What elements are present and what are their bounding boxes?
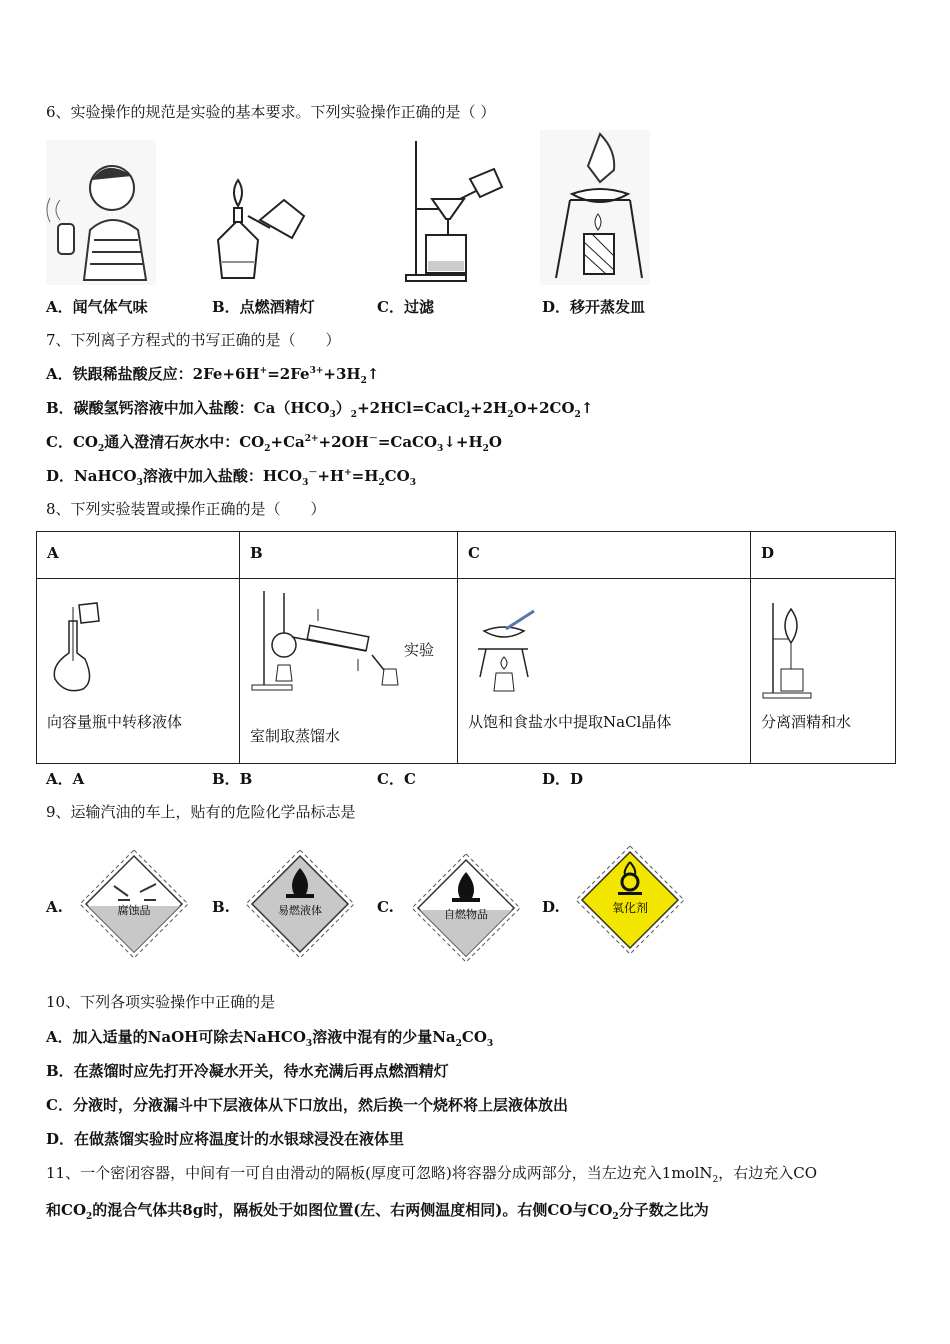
- q8-stem: 8、下列实验装置或操作正确的是（ ）: [46, 500, 326, 518]
- q8-header-a: A: [47, 544, 59, 562]
- q6-option-d: D．移开蒸发皿: [542, 298, 646, 316]
- q10-option-d: D．在做蒸馏实验时应将温度计的水银球浸没在液体里: [46, 1130, 405, 1148]
- q9-option-a: A.: [46, 898, 63, 916]
- q10-option-a: A．加入适量的NaOH可除去NaHCO$_3$溶液中混有的少量$Na_2CO_3$: [46, 1028, 494, 1049]
- alcohol-lamp-figure: [208, 170, 308, 285]
- volumetric-flask-figure: [45, 601, 105, 696]
- q9-option-b: B.: [212, 898, 230, 916]
- q6-stem: 6、实验操作的规范是实验的基本要求。下列实验操作正确的是（ ）: [46, 103, 496, 121]
- flammable-liquid-sign: [244, 848, 356, 960]
- oxidizer-sign: [574, 844, 686, 956]
- corrosive-sign: [78, 848, 190, 960]
- q8-caption-d: 分离酒精和水: [761, 713, 852, 731]
- smell-gas-figure: [46, 140, 156, 285]
- q9-stem: 9、运输汽油的车上，贴有的危险化学品标志是: [46, 803, 356, 821]
- q11-line-1: 11、一个密闭容器，中间有一可自由滑动的隔板(厚度可忽略)将容器分成两部分，当左边充入1molN$_2$，右边充入CO: [46, 1164, 818, 1185]
- evaporating-dish-figure: [540, 130, 650, 285]
- q6-option-c: C．过滤: [377, 298, 434, 316]
- filtration-figure: [376, 135, 506, 283]
- q8-header-b: B: [250, 544, 263, 562]
- q8-header-d: D: [761, 544, 775, 562]
- separatory-funnel-figure: [759, 599, 829, 699]
- q10-option-c: C．分液时，分液漏斗中下层液体从下口放出，然后换一个烧杯将上层液体放出: [46, 1096, 568, 1114]
- q9-option-c: C.: [377, 898, 394, 916]
- q8-option-d: D．D: [542, 770, 584, 788]
- q6-option-a: A．闻气体气味: [46, 298, 148, 316]
- q11-line-2: 和$CO_2$的混合气体共8g时，隔板处于如图位置(左、右两侧温度相同)。右侧CO与$CO_2$分子数之比为: [46, 1201, 709, 1222]
- q7-option-a: A．铁跟稀盐酸反应：$2Fe+6H^+=2Fe^{3+}+3H_2↑$: [46, 365, 380, 386]
- q8-b-side-label: 实验: [404, 641, 435, 659]
- q7-option-b: B．碳酸氢钙溶液中加入盐酸：$Ca(HCO_3)_2+2HCl=CaCl_2+2H_2O+2CO_2↑$: [46, 399, 594, 420]
- oxidizer-sign-label: 氧化剂: [611, 901, 649, 915]
- q8-option-c: C．C: [377, 770, 416, 788]
- spontaneous-combustion-sign-label: 自燃物品: [444, 908, 488, 921]
- q7-option-d: D．NaHCO$_3$溶液中加入盐酸：$HCO_3^-+H^+=H_2CO_3$: [46, 467, 416, 488]
- q8-caption-a: 向容量瓶中转移液体: [47, 713, 183, 731]
- evaporation-figure: [466, 607, 556, 697]
- q9-option-d: D.: [542, 898, 560, 916]
- q10-option-b: B．在蒸馏时应先打开冷凝水开关，待水充满后再点燃酒精灯: [46, 1062, 449, 1080]
- spontaneous-combustion-sign: [410, 852, 522, 964]
- q8-caption-c: 从饱和食盐水中提取NaCl晶体: [468, 713, 672, 731]
- flammable-liquid-sign-label: 易燃液体: [278, 904, 322, 917]
- q7-stem: 7、下列离子方程式的书写正确的是（ ）: [46, 331, 341, 349]
- q8-caption-b: 室制取蒸馏水: [250, 727, 341, 745]
- corrosive-sign-label: 腐蚀品: [117, 904, 151, 917]
- q8-table: [36, 531, 896, 764]
- q8-option-b: B．B: [212, 770, 253, 788]
- q10-stem: 10、下列各项实验操作中正确的是: [46, 993, 276, 1011]
- q8-option-a: A．A: [46, 770, 85, 788]
- q7-option-c: C．$CO_2$通入澄清石灰水中：$CO_2+Ca^{2+}+2OH^-=CaCO_3↓+H_2O$: [46, 433, 502, 454]
- q6-option-b: B．点燃酒精灯: [212, 298, 315, 316]
- q8-header-c: C: [468, 544, 480, 562]
